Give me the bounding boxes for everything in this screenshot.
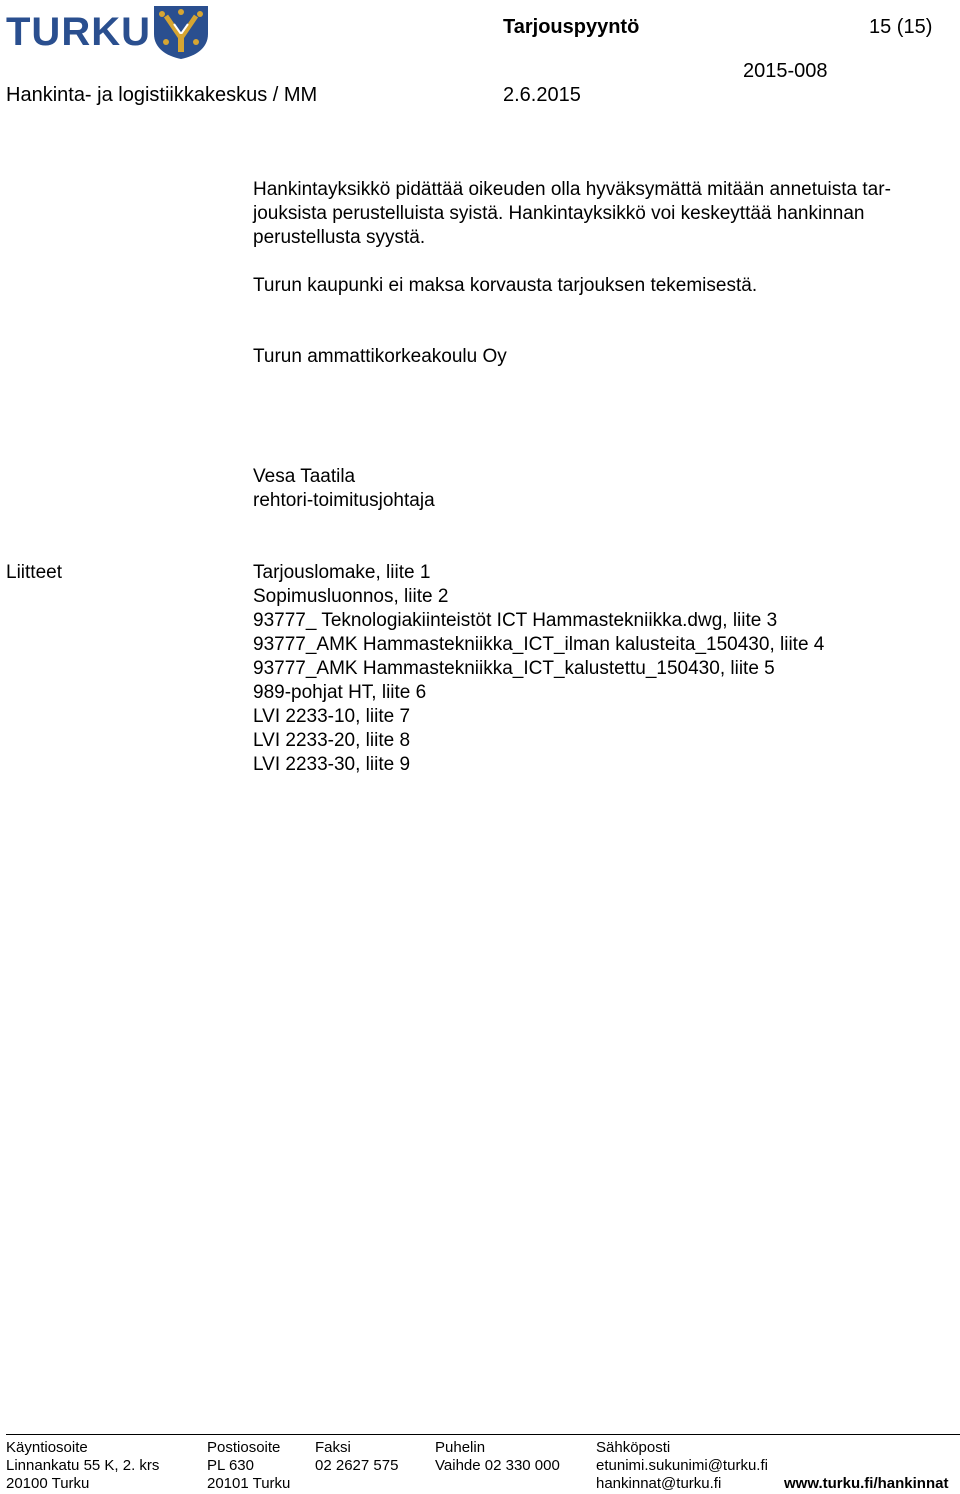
footer-visiting-address: [6, 1439, 159, 1493]
footer-heading: Käyntiosoite: [6, 1439, 88, 1456]
document-date: 2.6.2015: [503, 84, 581, 106]
attachment-item: Tarjouslomake, liite 1: [253, 562, 431, 583]
footer-heading: Postiosoite: [207, 1439, 281, 1456]
logo-wordmark: TURKU: [6, 10, 151, 54]
footer-phone: [435, 1439, 560, 1475]
footer-fax: [315, 1439, 398, 1475]
attachment-item: 93777_ Teknologiakiinteistöt ICT Hammastekniikka.dwg, liite 3: [253, 610, 778, 631]
footer-divider: [6, 1434, 960, 1435]
coat-of-arms-icon: [152, 4, 210, 60]
paragraph-line: perustellusta syystä.: [253, 227, 426, 248]
attachment-item: 989-pohjat HT, liite 6: [253, 682, 427, 703]
signer-name: Vesa Taatila: [253, 466, 356, 487]
reservation-paragraph: [253, 178, 891, 250]
footer-line: 20100 Turku: [6, 1475, 90, 1492]
attachment-item: LVI 2233-10, liite 7: [253, 706, 411, 727]
document-type: Tarjouspyyntö: [503, 16, 640, 38]
attachment-item: 93777_AMK Hammastekniikka_ICT_ilman kalusteita_150430, liite 4: [253, 634, 825, 655]
footer-heading: Faksi: [315, 1439, 351, 1456]
department-name: Hankinta- ja logistiikkakeskus / MM: [6, 84, 318, 106]
organization-name: Turun ammattikorkeakoulu Oy: [253, 346, 507, 367]
footer-email-link[interactable]: hankinnat@turku.fi: [596, 1475, 722, 1492]
attachment-item: LVI 2233-30, liite 9: [253, 754, 411, 775]
paragraph-line: jouksista perustelluista syistä. Hankintayksikkö voi keskeyttää hankinnan: [253, 203, 865, 224]
footer-heading: Sähköposti: [596, 1439, 671, 1456]
footer-website-link[interactable]: www.turku.fi/hankinnat: [784, 1475, 949, 1492]
page-number: 15 (15): [869, 16, 933, 38]
paragraph-line: Hankintayksikkö pidättää oikeuden olla hyväksymättä mitään annetuista tar-: [253, 179, 891, 200]
turku-logo: [6, 4, 216, 60]
attachment-item: 93777_AMK Hammastekniikka_ICT_kalustettu_150430, liite 5: [253, 658, 775, 679]
footer-postal-address: [207, 1439, 290, 1493]
document-number: 2015-008: [743, 60, 828, 82]
footer-line: 02 2627 575: [315, 1457, 399, 1474]
attachments-label: Liitteet: [6, 562, 62, 583]
footer-line: 20101 Turku: [207, 1475, 291, 1492]
footer-heading: Puhelin: [435, 1439, 486, 1456]
attachments-list: [253, 561, 824, 777]
footer-email-link[interactable]: etunimi.sukunimi@turku.fi: [596, 1457, 768, 1474]
footer-line: Vaihde 02 330 000: [435, 1457, 560, 1474]
signer-title: rehtori-toimitusjohtaja: [253, 490, 435, 511]
attachment-item: Sopimusluonnos, liite 2: [253, 586, 449, 607]
compensation-paragraph: Turun kaupunki ei maksa korvausta tarjouksen tekemisestä.: [253, 275, 758, 296]
attachment-item: LVI 2233-20, liite 8: [253, 730, 411, 751]
footer-line: Linnankatu 55 K, 2. krs: [6, 1457, 160, 1474]
footer-line: PL 630: [207, 1457, 254, 1474]
footer-email: [596, 1439, 768, 1493]
